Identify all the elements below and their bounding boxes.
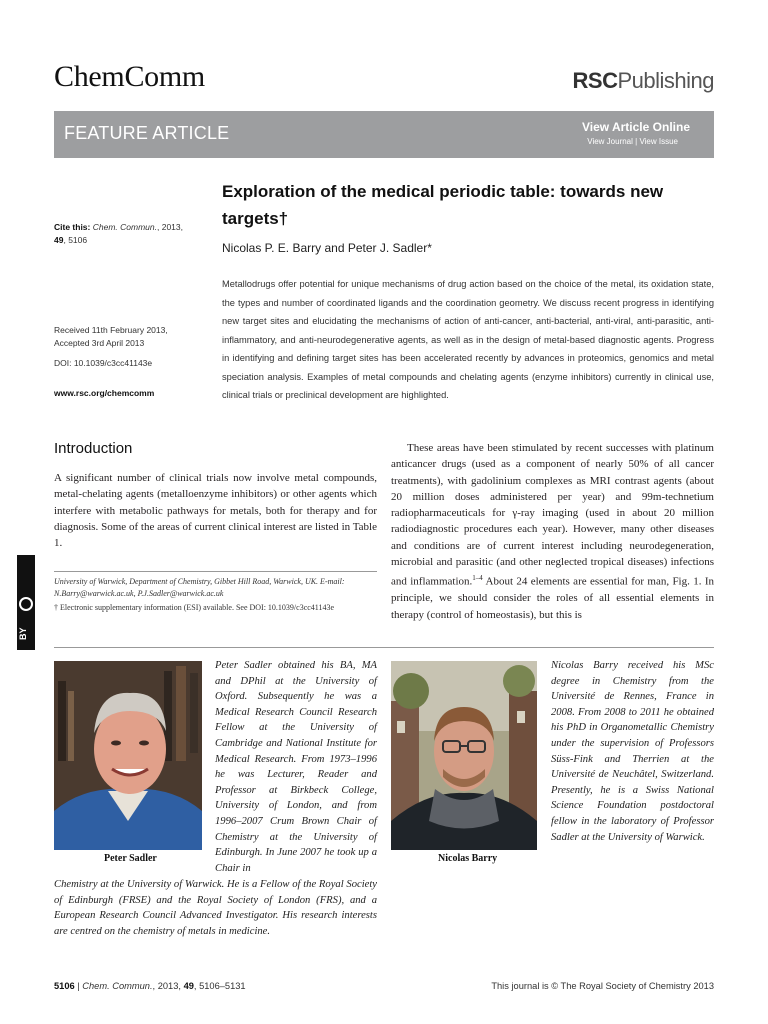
peter-sadler-photo xyxy=(54,661,202,850)
section-heading-introduction: Introduction xyxy=(54,440,133,457)
footer-separator: | xyxy=(74,981,83,991)
received-date: Received 11th February 2013, xyxy=(54,325,168,335)
view-journal-link[interactable]: View Journal xyxy=(587,137,633,146)
cite-label: Cite this: xyxy=(54,222,91,232)
footer-year: , 2013, xyxy=(152,981,184,991)
feature-article-banner xyxy=(54,111,714,158)
intro-paragraph-left: A significant number of clinical trials now involve metal compounds, metal-chelating agents (metalloenzyme inhibitors) or other agents which interfere with metabolic pathways for metals, both for therapy and for diagnosis. Some of the areas of current clinical interest are listed in Table 1. xyxy=(54,472,377,550)
intro-paragraph-right xyxy=(391,440,714,623)
esi-footnote: † Electronic supplementary information (ESI) available. See DOI: 10.1039/c3cc41143e xyxy=(54,603,335,612)
nicolas-barry-bio: Nicolas Barry received his MSc degree in Chemistry from the Université de Rennes, France in 2008. From 2008 to 2011 he obtained his PhD in Organometallic Chemistry under the supervision of Professors Süss-Fink and Therrien at the Université de Neuchâtel, Switzerland. Presently, he is a Swiss National Science Foundation postdoctoral fellow in the laboratory of Professor Sadler at the University of Warwick. xyxy=(551,660,714,843)
view-links xyxy=(587,137,678,146)
intro-right-text-1: These areas have been stimulated by recent successes with platinum anticancer drugs (used as a component of nearly 50% of all cancer treatments), with gadolinium complexes as MRI contrast agents (about 20 million doses administered per year) and 99m-technetium radiopharmaceuticals for γ-ray imaging (used in about 20 million radiodiagnostic procedures each year). However, many other diseases and conditions are of current interest including neurodegeneration, microbial and parasitic (and other neglected tropical diseases) infections and inflammation. xyxy=(391,442,714,589)
doi: DOI: 10.1039/c3cc41143e xyxy=(54,358,153,368)
publisher-logo-bold: RSC xyxy=(572,68,618,93)
accepted-date: Accepted 3rd April 2013 xyxy=(54,337,145,348)
peter-sadler-bio: Peter Sadler obtained his BA, MA and DPhil at the University of Oxford. Subsequently he was a Medical Research Council Research Fellow at the University of Cambridge and National Institute for Medical Research. From 1973–1996 he was Lecturer, Reader and Professor at Birkbeck College, University of London, and from 1996–2007 Crum Brown Chair of Chemistry at the University of Edinburgh. In June 2007 he took up a Chair in xyxy=(215,660,377,874)
cite-volume: 49 xyxy=(54,234,64,245)
link-separator: | xyxy=(635,137,638,146)
view-issue-link[interactable]: View Issue xyxy=(639,137,678,146)
affiliation-footnote: University of Warwick, Department of Chemistry, Gibbet Hill Road, Warwick, UK. E-mail: N.Barry@warwick.ac.uk, P.J.Sadler@warwick.ac.uk xyxy=(54,577,345,598)
reference-superscript[interactable]: 1–4 xyxy=(472,574,483,583)
article-authors: Nicolas P. E. Barry and Peter J. Sadler* xyxy=(222,241,432,255)
article-title: Exploration of the medical periodic table: towards new targets† xyxy=(222,182,664,228)
copyright-footer: This journal is © The Royal Society of Chemistry 2013 xyxy=(491,981,714,991)
citation xyxy=(54,221,214,246)
cc-by-label: BY xyxy=(18,627,28,641)
cc-icon xyxy=(19,597,33,611)
journal-url-link[interactable]: www.rsc.org/chemcomm xyxy=(54,388,155,398)
peter-sadler-caption: Peter Sadler xyxy=(104,853,157,864)
cite-year: , 2013, xyxy=(157,222,183,232)
footnote-divider xyxy=(54,571,377,572)
peter-sadler-bio-continued: Chemistry at the University of Warwick. He is a Fellow of the Royal Society of Edinburgh (FRSE) and the Royal Society of London (FRS), and a European Research Council Advanced Investigator. His research interests are centred on the chemistry of metals in medicine. xyxy=(54,879,377,937)
footer-journal: Chem. Commun. xyxy=(82,981,153,991)
abstract: Metallodrugs offer potential for unique mechanisms of drug action based on the choice of the metal, its oxidation state, the types and number of coordinated ligands and the coordination geometry. We discuss recent progress in identifying new target sites and elucidating the mechanisms of action of anti-cancer, anti-bacterial, anti-viral, anti-parasitic, anti-inflammatory, and anti-neurodegenerative agents, as well as in the design of metal-based diagnostic agents. Progress in identifying and defining target sites has been accelerated recently by advances in proteomics, genomics and metal speciation analysis. Examples of metal compounds and chelating agents (enzyme inhibitors) currently in clinical use, clinical trials or preclinical development are highlighted. xyxy=(222,279,714,400)
journal-name: ChemComm xyxy=(54,60,205,93)
footer-pages: , 5106–5131 xyxy=(193,981,246,991)
view-article-online-link[interactable]: View Article Online xyxy=(581,120,690,134)
nicolas-barry-photo xyxy=(391,661,537,850)
received-dates xyxy=(54,324,214,349)
article-type: FEATURE ARTICLE xyxy=(64,123,230,143)
bio-divider xyxy=(54,647,714,648)
page-number: 5106 xyxy=(54,981,75,991)
intro-right-text-2: About 24 elements are essential for man, Fig. 1. In principle, we should consider the roles of all essential elements in therapy (control of homeostasis), but this is xyxy=(391,576,714,621)
cite-journal: Chem. Commun. xyxy=(92,222,157,232)
cc-license-badge xyxy=(17,555,35,650)
nicolas-barry-caption: Nicolas Barry xyxy=(438,853,498,864)
page-footer-left xyxy=(54,981,246,991)
footer-volume: 49 xyxy=(183,981,194,991)
publisher-logo-rest: Publishing xyxy=(617,68,714,93)
cite-page: , 5106 xyxy=(63,234,88,245)
publisher-logo xyxy=(573,68,714,94)
